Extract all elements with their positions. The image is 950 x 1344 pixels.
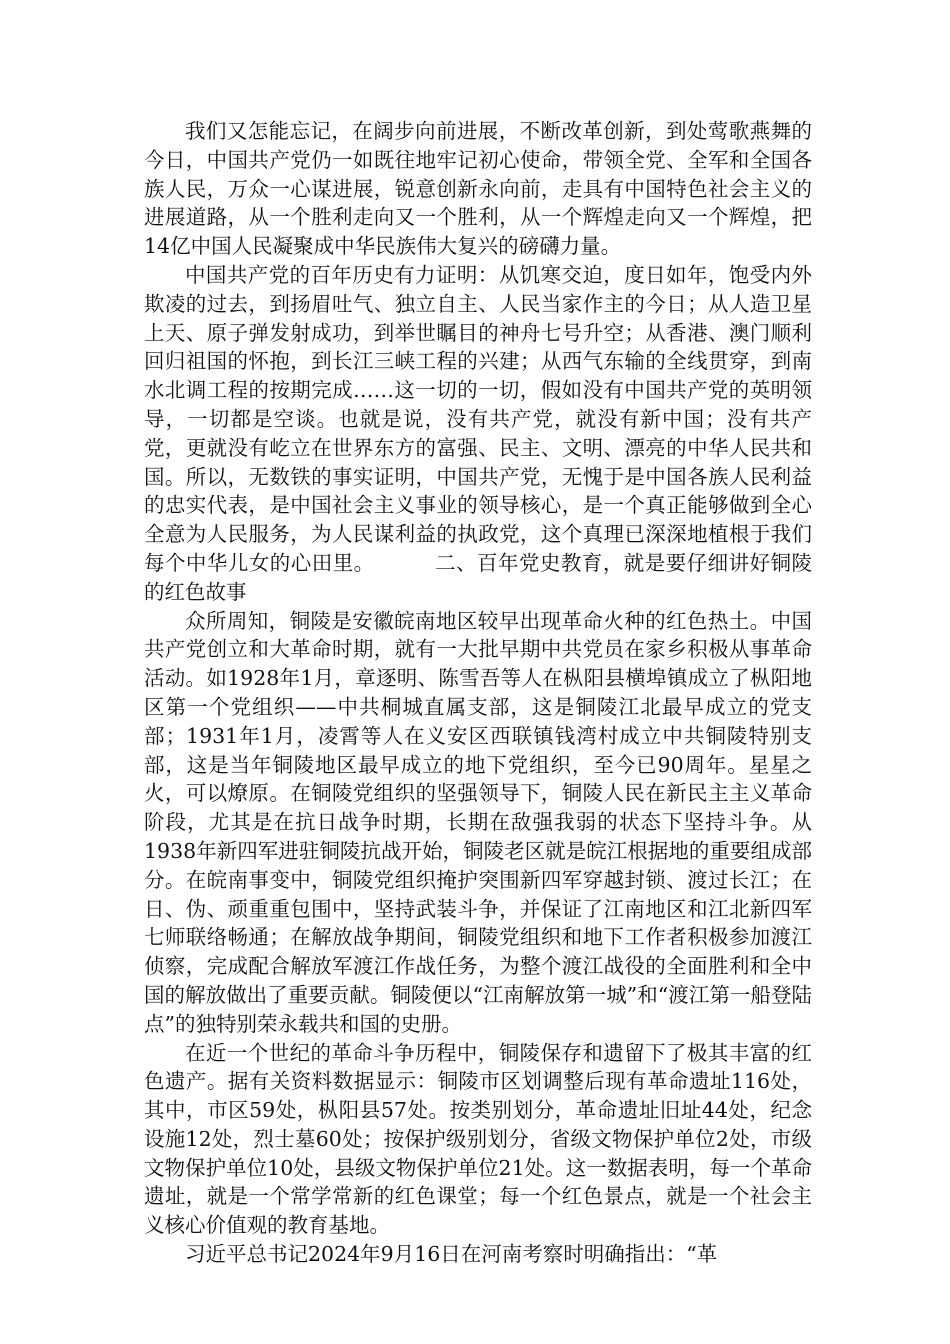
paragraph-2-text: 中国共产党的百年历史有力证明：从饥寒交迫，度日如年，饱受内外欺凌的过去，到扬眉吐气、独立自主、人民当家作主的今日；从人造卫星上天、原子弹发射成功，到举世瞩目的神舟七号升空；从香港、澳门顺利回归祖国的怀抱，到长江三峡工程的兴建；从西气东输的全线贯穿，到南水北调工程的按期完成……这一切的一切，假如没有中国共产党的英明领导，一切都是空谈。也就是说，没有共产党，就没有新中国；没有共产党，更就没有屹立在世界东方的富强、民主、文明、漂亮的中华人民共和国。所以，无数铁的事实证明，中国共产党，无愧于是中国各族人民利益的忠实代表，是中国社会主义事业的领导核心，是一个真正能够做到全心全意为人民服务，为人民谋利益的执政党，这个真理已深深地植根于我们每个中华儿女的心田里。	[144, 262, 812, 575]
document-page	[144, 117, 812, 1269]
paragraph-4: 在近一个世纪的革命斗争历程中，铜陵保存和遗留下了极其丰富的红色遗产。据有关资料数据显示：铜陵市区划调整后现有革命遗址116处，其中，市区59处，枞阳县57处。按类别划分，革命遗址旧址44处，纪念设施12处，烈士墓60处；按保护级别划分，省级文物保护单位2处，市级文物保护单位10处，县级文物保护单位21处。这一数据表明，每一个革命遗址，就是一个常学常新的红色课堂；每一个红色景点，就是一个社会主义核心价值观的教育基地。	[144, 1040, 812, 1238]
paragraph-3: 众所周知，铜陵是安徽皖南地区较早出现革命火种的红色热土。中国共产党创立和大革命时期，就有一大批早期中共党员在家乡积极从事革命活动。如1928年1月，章逐明、陈雪吾等人在枞阳县横埠镇成立了枞阳地区第一个党组织——中共桐城直属支部，这是铜陵江北最早成立的党支部；1931年1月，凌霄等人在义安区西联镇钱湾村成立中共铜陵特别支部，这是当年铜陵地区最早成立的地下党组织，至今已90周年。星星之火，可以燎原。在铜陵党组织的坚强领导下，铜陵人民在新民主主义革命阶段，尤其是在抗日战争时期，长期在敌强我弱的状态下坚持斗争。从1938年新四军进驻铜陵抗战开始，铜陵老区就是皖江根据地的重要组成部分。在皖南事变中，铜陵党组织掩护突围新四军穿越封锁、渡过长江；在日、伪、顽重重包围中，坚持武装斗争，并保证了江南地区和江北新四军七师联络畅通；在解放战争期间，铜陵党组织和地下工作者积极参加渡江侦察，完成配合解放军渡江作战任务，为整个渡江战役的全面胜利和全中国的解放做出了重要贡献。铜陵便以“江南解放第一城”和“渡江第一船登陆点”的独特别荣永载共和国的史册。	[144, 608, 812, 1036]
section-heading: 二、百年党史教育，就是要仔细讲好铜陵的红色故事	[144, 550, 813, 604]
paragraph-2	[144, 261, 812, 607]
paragraph-5: 习近平总书记2024年9月16日在河南考察时明确指出：“革	[185, 1242, 718, 1267]
paragraph-1: 我们又怎能忘记，在阔步向前进展，不断改革创新，到处莺歌燕舞的今日，中国共产党仍一如既往地牢记初心使命，带领全党、全军和全国各族人民，万众一心谋进展，锐意创新永向前，走具有中国特色社会主义的进展道路，从一个胜利走向又一个胜利，从一个辉煌走向又一个辉煌，把14亿中国人民凝聚成中华民族伟大复兴的磅礴力量。	[144, 119, 812, 259]
